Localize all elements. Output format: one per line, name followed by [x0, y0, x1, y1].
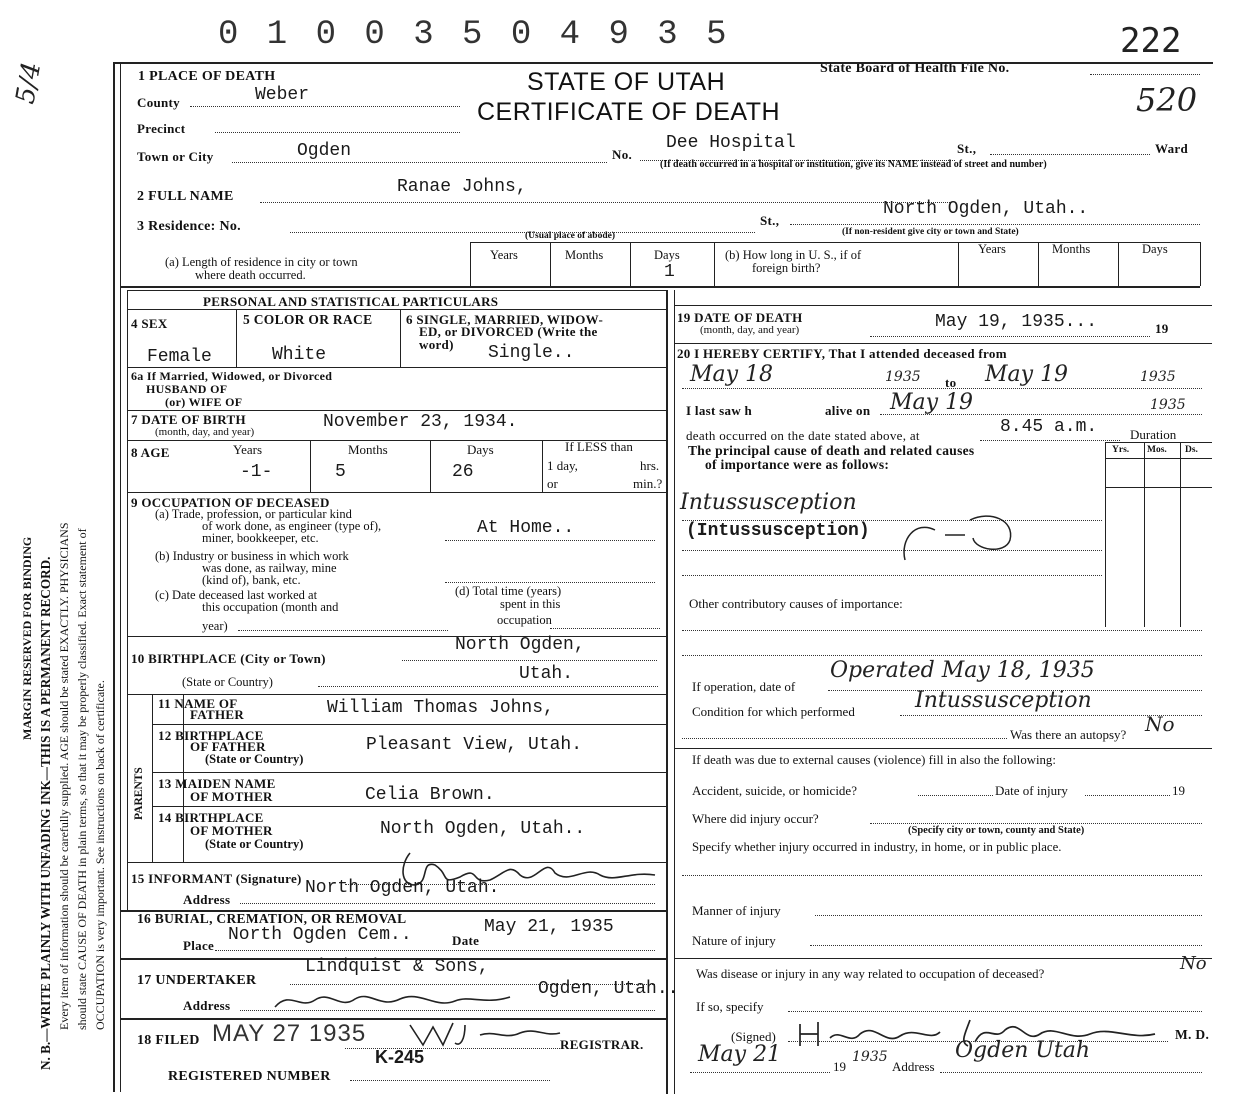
- age-label: 8 AGE: [131, 445, 170, 460]
- county-label: County: [137, 95, 180, 110]
- if-so-label: If so, specify: [696, 999, 764, 1014]
- last-saw-date: May 19: [890, 390, 974, 415]
- serial-number: 0 1 0 0 3 5 0 4 9 3 5: [218, 16, 731, 54]
- length-label-a: (a) Length of residence in city or town: [165, 255, 358, 269]
- dob-value: November 23, 1934.: [323, 412, 518, 432]
- informant-label: 15 INFORMANT (Signature): [131, 871, 302, 886]
- dod-label-a: 19 DATE OF DEATH: [677, 310, 803, 325]
- cause-annotation: [895, 500, 1025, 570]
- registrar-label: REGISTRAR.: [560, 1037, 644, 1052]
- specify-label: Specify whether injury occurred in industry, in home, or in public place.: [692, 840, 1062, 854]
- color-value: White: [272, 345, 327, 365]
- sign-year-prefix: 19: [833, 1059, 846, 1074]
- occ-c3: year): [202, 619, 228, 633]
- sign-address-label: Address: [892, 1059, 935, 1074]
- mother-label-a: 13 MAIDEN NAME: [158, 776, 276, 791]
- registrar-signature: [405, 1015, 565, 1050]
- us-label-a: (b) How long in U. S., if of: [725, 248, 862, 262]
- margin-line1: N. B.—WRITE PLAINLY WITH UNFADING INK—THIS IS A PERMANENT RECORD.: [38, 556, 53, 1070]
- sign-date: May 21: [698, 1042, 782, 1067]
- marital-label-c: word): [419, 337, 454, 352]
- occ-a2: of work done, as engineer (type of),: [202, 519, 382, 533]
- birthplace-label: 10 BIRTHPLACE (City or Town): [131, 651, 326, 666]
- abode-note: (Usual place of abode): [525, 231, 615, 241]
- occ-d1: (d) Total time (years): [455, 584, 562, 598]
- certificate-title: CERTIFICATE OF DEATH: [477, 98, 781, 126]
- nature-label: Nature of injury: [692, 933, 776, 948]
- to-label: to: [945, 375, 957, 390]
- sign-address: Ogden Utah: [955, 1038, 1091, 1063]
- town-value: Ogden: [297, 141, 352, 161]
- age-days-value: 26: [452, 462, 474, 482]
- town-label: Town or City: [137, 149, 214, 164]
- injury-date-label: Date of injury: [995, 783, 1068, 798]
- last-saw-label-a: I last saw h: [686, 403, 753, 418]
- signed-label: (Signed): [731, 1029, 776, 1044]
- us-years-label: Years: [978, 242, 1006, 256]
- ds-label: Ds.: [1185, 445, 1198, 455]
- attended-from: May 18: [690, 362, 774, 387]
- sex-label: 4 SEX: [131, 316, 168, 331]
- dob-label-b: (month, day, and year): [155, 426, 255, 438]
- personal-heading: PERSONAL AND STATISTICAL PARTICULARS: [203, 294, 499, 309]
- fbirth-label-c: (State or Country): [205, 752, 304, 766]
- contributory-label: Other contributory causes of importance:: [689, 596, 903, 611]
- burial-place: North Ogden Cem..: [228, 925, 412, 945]
- margin-binding: MARGIN RESERVED FOR BINDING: [20, 536, 34, 740]
- margin-corner-mark: 5/4: [10, 59, 48, 107]
- fbirth-label-a: 12 BIRTHPLACE: [158, 728, 264, 743]
- autopsy-value: No: [1145, 712, 1175, 736]
- margin-line3: should state CAUSE OF DEATH in plain terms, so that it may be properly classified. Exact statement of: [75, 528, 89, 1030]
- related-label: Was disease or injury in any way related to occupation of deceased?: [696, 967, 1045, 981]
- hrs-label: hrs.: [640, 458, 660, 473]
- informant-address: North Ogden, Utah.: [305, 878, 500, 898]
- undertaker-label: 17 UNDERTAKER: [137, 973, 257, 988]
- us-days-label: Days: [1142, 242, 1168, 256]
- injury-year-suffix: 19: [1172, 783, 1185, 798]
- birthplace-city: North Ogden,: [455, 635, 585, 655]
- undertaker-value: Lindquist & Sons,: [305, 957, 489, 977]
- md-label: M. D.: [1175, 1027, 1210, 1042]
- age-years-label: Years: [233, 442, 263, 457]
- filed-date-stamp: MAY 27 1935: [212, 1020, 367, 1047]
- external-label: If death was due to external causes (violence) fill in also the following:: [692, 753, 1056, 767]
- occ-d3: occupation: [497, 613, 552, 627]
- parents-label: PARENTS: [133, 767, 145, 820]
- burial-label: 16 BURIAL, CREMATION, OR REMOVAL: [137, 911, 407, 926]
- filed-label: 18 FILED: [137, 1033, 200, 1048]
- or-label: or: [547, 476, 558, 491]
- undertaker-address-label: Address: [183, 998, 231, 1013]
- mos-label: Mos.: [1147, 445, 1167, 455]
- res-days-label: Days: [654, 248, 680, 262]
- dod-label-b: (month, day, and year): [700, 324, 800, 336]
- attended-from-year: 1935: [885, 369, 921, 385]
- yrs-label: Yrs.: [1112, 445, 1130, 455]
- father-label-b: FATHER: [190, 707, 245, 722]
- hospital-note: (If death occurred in a hospital or institution, give its NAME instead of street and number): [660, 159, 1047, 170]
- spouse-label-a: 6a If Married, Widowed, or Divorced: [131, 369, 333, 383]
- cause-handwritten: Intussusception: [680, 490, 857, 515]
- color-label: 5 COLOR OR RACE: [243, 312, 373, 327]
- registered-number-label: REGISTERED NUMBER: [168, 1069, 331, 1084]
- occ-c2: this occupation (month and: [202, 600, 339, 614]
- related-value: No: [1180, 953, 1207, 974]
- occ-b1: (b) Industry or business in which work: [155, 549, 349, 563]
- operation-date: Operated May 18, 1935: [830, 658, 1095, 683]
- condition-label: Condition for which performed: [692, 704, 855, 719]
- occupation-value: At Home..: [477, 518, 575, 538]
- length-label-b: where death occurred.: [195, 268, 306, 282]
- min-label: min.?: [633, 476, 663, 491]
- spouse-label-b: HUSBAND OF: [146, 382, 228, 396]
- occupation-label: 9 OCCUPATION OF DECEASED: [131, 495, 330, 510]
- occ-a1: (a) Trade, profession, or particular kind: [155, 507, 352, 521]
- certify-label: 20 I HEREBY CERTIFY, That I attended deceased from: [677, 346, 1007, 361]
- res-years-label: Years: [490, 248, 518, 262]
- precinct-label: Precinct: [137, 121, 186, 136]
- us-months-label: Months: [1052, 242, 1091, 256]
- age-days-label: Days: [467, 442, 494, 457]
- marital-label-a: 6 SINGLE, MARRIED, WIDOW-: [406, 312, 604, 327]
- file-number-handwritten: 520: [1136, 81, 1198, 119]
- last-saw-year: 1935: [1150, 397, 1186, 413]
- full-name-label: 2 FULL NAME: [137, 189, 234, 204]
- principal-label-b: of importance were as follows:: [705, 457, 890, 472]
- residence-label: 3 Residence: No.: [137, 219, 241, 234]
- burial-date: May 21, 1935: [484, 917, 614, 937]
- hospital-value: Dee Hospital: [666, 133, 796, 153]
- ward-label: Ward: [1155, 141, 1188, 156]
- mother-label-b: OF MOTHER: [190, 789, 273, 804]
- no-label: No.: [612, 147, 633, 162]
- undertaker-address: Ogden, Utah..: [538, 979, 679, 999]
- where-label: Where did injury occur?: [692, 811, 819, 826]
- autopsy-label: Was there an autopsy?: [1010, 727, 1127, 742]
- date-label: Date: [452, 933, 480, 948]
- dod-value: May 19, 1935...: [935, 312, 1098, 332]
- operation-label: If operation, date of: [692, 679, 796, 694]
- mbirth-label-c: (State or Country): [205, 837, 304, 851]
- condition-value: Intussusception: [915, 688, 1092, 713]
- fbirth-label-b: OF FATHER: [190, 739, 266, 754]
- duration-label: Duration: [1130, 427, 1177, 442]
- dod-year-suffix: 19: [1155, 321, 1169, 336]
- one-day-label: 1 day,: [547, 458, 578, 473]
- res-months-label: Months: [565, 248, 604, 262]
- dob-label-a: 7 DATE OF BIRTH: [131, 412, 246, 427]
- marital-label-b: ED, or DIVORCED (Write the: [419, 324, 598, 339]
- occurred-label: death occurred on the date stated above, at: [686, 428, 920, 443]
- residence-st-label: St.,: [760, 213, 780, 228]
- margin-line4: OCCUPATION is very important. See instructions on back of certificate.: [93, 680, 107, 1030]
- attended-to: May 19: [985, 362, 1069, 387]
- res-days-value: 1: [664, 262, 675, 282]
- registered-number-value: K-245: [375, 1047, 425, 1067]
- occ-d2: spent in this: [500, 597, 561, 611]
- margin-line2: Every item of information should be carefully supplied. AGE should be stated EXACTLY. PHYSICIANS: [57, 522, 71, 1030]
- age-years-value: -1-: [240, 462, 273, 482]
- birthplace-state: Utah.: [519, 664, 574, 684]
- sign-year: 1935: [852, 1049, 888, 1065]
- less-than-label: If LESS than: [565, 439, 633, 454]
- principal-label-a: The principal cause of death and related causes: [688, 443, 975, 458]
- residence-value: North Ogden, Utah..: [883, 199, 1089, 219]
- age-months-value: 5: [335, 462, 346, 482]
- manner-label: Manner of injury: [692, 903, 781, 918]
- place-label: Place: [183, 938, 215, 953]
- file-number-stamp: 222: [1120, 21, 1182, 61]
- sex-value: Female: [147, 347, 212, 367]
- where-note: (Specify city or town, county and State): [908, 825, 1085, 836]
- age-months-label: Months: [348, 442, 388, 457]
- marital-value: Single..: [488, 343, 575, 363]
- occ-b3: (kind of), bank, etc.: [202, 573, 301, 587]
- nonresident-note: (If non-resident give city or town and State): [842, 227, 1019, 237]
- state-country-label: (State or Country): [182, 675, 273, 689]
- father-value: William Thomas Johns,: [327, 698, 554, 718]
- time-of-death: 8.45 a.m.: [1000, 417, 1098, 437]
- mbirth-label-a: 14 BIRTHPLACE: [158, 810, 264, 825]
- occ-a3: miner, bookkeeper, etc.: [202, 531, 319, 545]
- place-heading: 1 PLACE OF DEATH: [138, 69, 276, 84]
- last-saw-label-b: alive on: [825, 403, 871, 418]
- mother-birthplace: North Ogden, Utah..: [380, 819, 586, 839]
- file-number-label: State Board of Health File No.: [820, 61, 1010, 76]
- occ-c1: (c) Date deceased last worked at: [155, 588, 318, 602]
- county-value: Weber: [255, 85, 310, 105]
- cause-typed: (Intussusception): [686, 521, 870, 541]
- occ-b2: was done, as railway, mine: [202, 561, 337, 575]
- father-birthplace: Pleasant View, Utah.: [366, 735, 583, 755]
- us-label-b: foreign birth?: [752, 261, 821, 275]
- accident-label: Accident, suicide, or homicide?: [692, 783, 857, 798]
- state-title: STATE OF UTAH: [527, 68, 726, 96]
- full-name-value: Ranae Johns,: [397, 177, 527, 197]
- mbirth-label-b: OF MOTHER: [190, 823, 273, 838]
- attended-to-year: 1935: [1140, 369, 1176, 385]
- spouse-label-c: (or) WIFE OF: [165, 395, 243, 409]
- father-label-a: 11 NAME OF: [158, 696, 238, 711]
- st-label: St.,: [957, 141, 977, 156]
- mother-value: Celia Brown.: [365, 785, 495, 805]
- informant-address-label: Address: [183, 892, 231, 907]
